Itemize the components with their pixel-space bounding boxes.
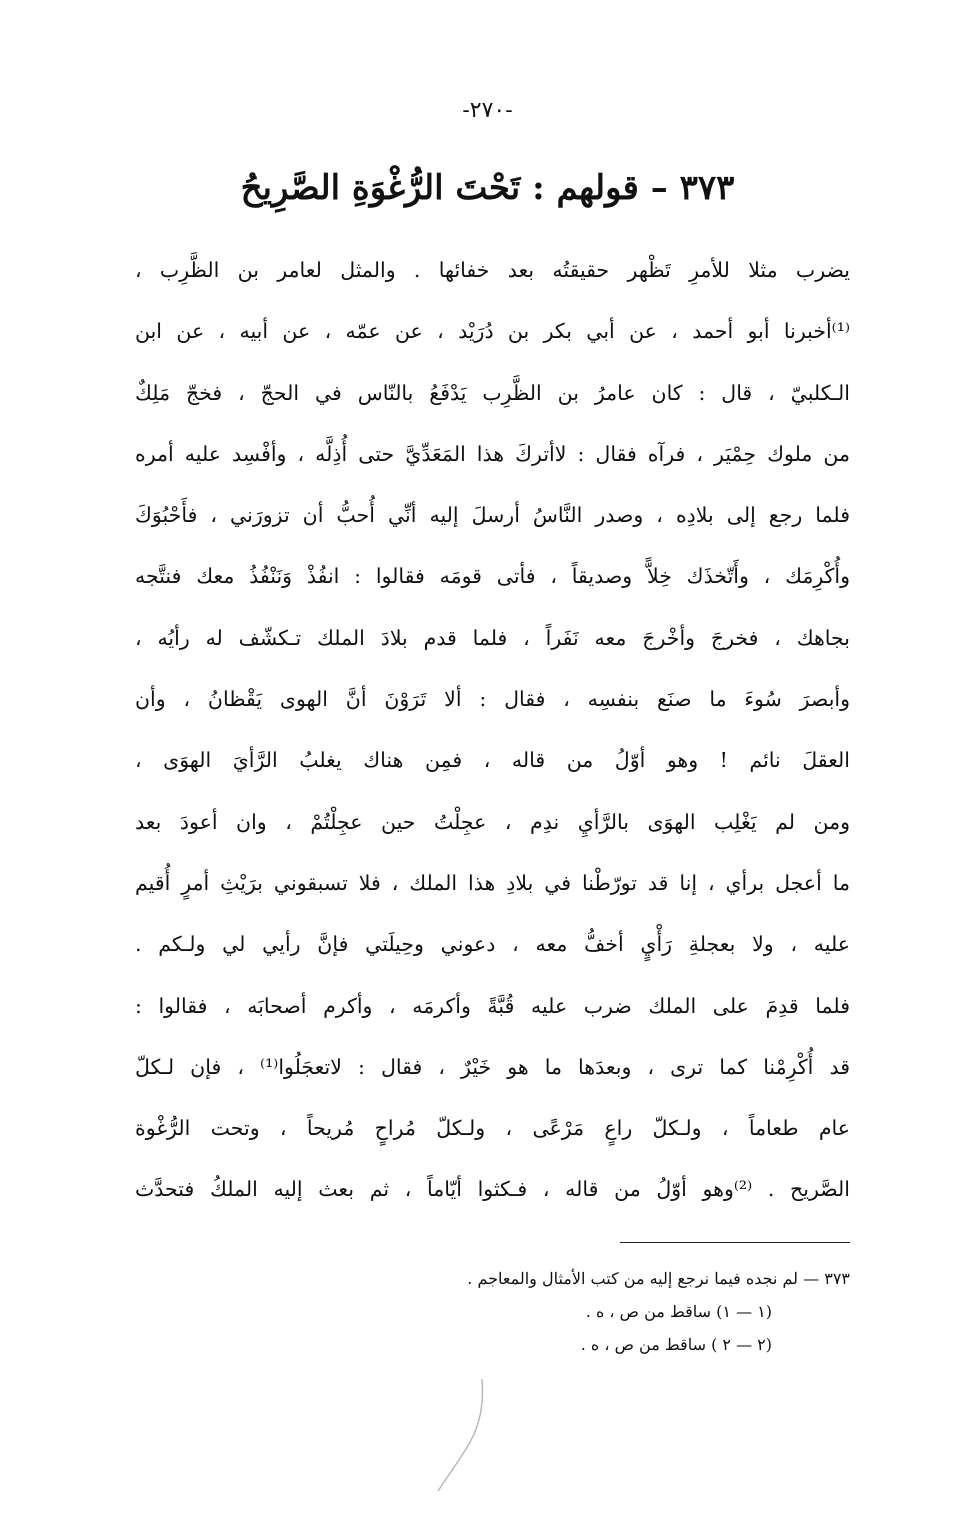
- text-line: ⁽¹⁾أخبرنا أبو أحمد ، عن أبي بكر بن دُرَيْد ، عن عمّه ، عن أبيه ، عن ابن: [135, 319, 850, 344]
- text-line: الصَّريح . ⁽²⁾وهو أوّلُ من قاله ، فـكثوا أيّاماً ، ثم بعث إليه الملكُ فتحدَّث: [135, 1177, 850, 1202]
- text-line: عليه ، ولا بعجلةِ رَأْيٍ أخفُّ معه ، دعوني وحِيلَتي فإنَّ رأيي لي ولـكم .: [135, 932, 850, 957]
- text-line: وأبصرَ سُوءَ ما صنَع بنفسِه ، فقال : ألا تَرَوْنَ أنَّ الهوى يَقْظانُ ، وأن: [135, 687, 850, 712]
- footnote: (٢ — ٢ ) ساقط من ص ، ه .: [580, 1335, 772, 1354]
- text-line: ما أعجل برأي ، إنا قد تورّطْنا في بلادِ هذا الملك ، فلا تسبقوني برَيْثِ أمرٍ أُقيم: [135, 870, 850, 895]
- text-line: قد أُكْرِمْنا كما ترى ، وبعدَها ما هو خَيْرٌ ، فقال : لاتعجَلُوا⁽¹⁾ ، فإن لـكلّ: [135, 1054, 850, 1079]
- text-line: العقلَ نائم ! وهو أوّلُ من قاله ، فمِن هناك يغلبُ الرَّأيَ الهوَى ،: [135, 748, 850, 773]
- proverb-heading: ٣٧٣ – قولهم : تَحْتَ الرُّغْوَةِ الصَّرِيحُ: [240, 168, 735, 208]
- text-line: عام طعاماً ، ولـكلّ راعٍ مَرْعًى ، ولـكلّ مُراحٍ مُريحاً ، وتحت الرُّغْوة: [135, 1116, 850, 1141]
- pencil-stroke-mark: [430, 1375, 500, 1495]
- text-line: فلما قدِمَ على الملك ضرب عليه قُبَّةً وأكرمَه ، وأكرم أصحابَه ، فقالوا :: [135, 993, 850, 1018]
- footnote-divider: [620, 1242, 850, 1243]
- text-line: بجاهك ، فخرجَ وأخْرجَ معه نَفَراً ، فلما قدم بلادَ الملك تـكشّف له رأيُه ،: [135, 625, 850, 650]
- text-line: وأُكْرِمَك ، وأَتّخذَك خِلاًّ وصديقاً ، فأتى قومَه فقالوا : انفُذْ وَنَنْفُذُ معك فنتَّجه: [135, 564, 850, 589]
- page-number: -٢٧٠-: [462, 98, 513, 123]
- text-line: فلما رجع إلى بلادِه ، وصدر النَّاسُ أرسلَ إليه أنِّي أُحبُّ أن تزورَني ، فأَحْبُوَكَ: [135, 503, 850, 528]
- footnote: (١ — ١) ساقط من ص ، ه .: [585, 1302, 772, 1321]
- text-line: الـكلبيّ ، قال : كان عامرُ بن الظَّرِب يَدْفَعُ بالنّاس في الحجّ ، فخجّ مَلِكٌ: [135, 380, 850, 405]
- body-text: [135, 240, 850, 1221]
- text-line: من ملوك حِمْيَر ، فرآه فقال : لاأتركَ هذا المَعَدِّيَّ حتى أُذِلَّه ، وأفْسِد عليه أمره: [135, 441, 850, 466]
- footnotes: [300, 1262, 850, 1361]
- footnote: ٣٧٣ — لم نجده فيما نرجع إليه من كتب الأمثال والمعاجم .: [467, 1269, 850, 1288]
- text-line: يضرب مثلا للأمرِ تَظْهر حقيقتُه بعد خفائها . والمثل لعامر بن الظَّرِب ،: [135, 258, 850, 282]
- text-line: ومن لم يَغْلِب الهوَى بالرَّأيِ ندِم ، عجِلْتُ حين عجِلْتُمْ ، وان أعودَ بعد: [135, 809, 850, 834]
